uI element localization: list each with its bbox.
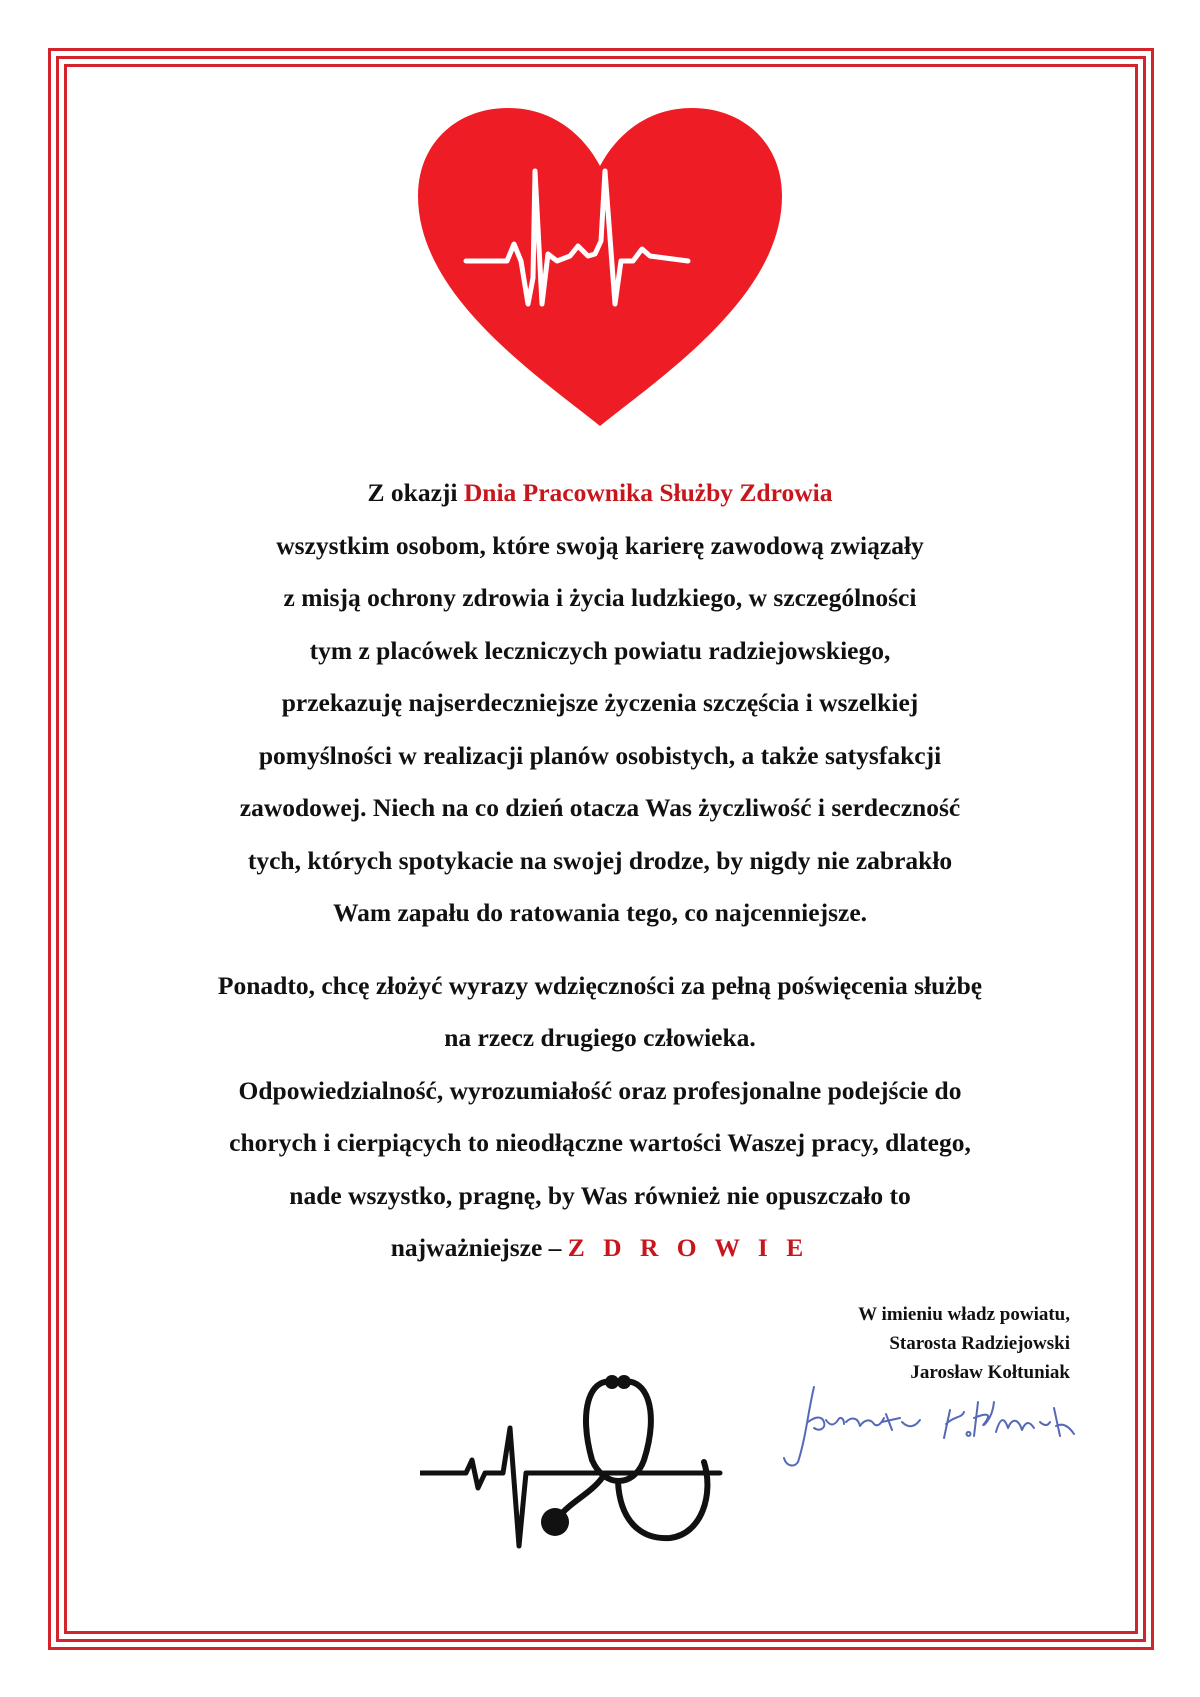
greeting-line-1: Z okazji Dnia Pracownika Służby Zdrowia xyxy=(367,478,833,507)
greeting-text xyxy=(120,467,1080,1275)
handwritten-signature xyxy=(778,1382,1078,1472)
paragraph-2-line: Ponadto, chcę złożyć wyrazy wdzięczności za pełną poświęcenia służbę xyxy=(217,970,983,1000)
final-line: najważniejsze – Z D R O W I E xyxy=(390,1233,810,1262)
paragraph-1-line: tym z placówek leczniczych powiatu radziejowskiego, xyxy=(309,635,891,665)
occasion-name: Dnia Pracownika Służby Zdrowia xyxy=(463,478,833,507)
stethoscope-chestpiece xyxy=(541,1508,569,1536)
paragraph-2-line: Odpowiedzialność, wyrozumiałość oraz profesjonalne podejście do xyxy=(238,1075,962,1105)
zdrowie-word: Z D R O W I E xyxy=(567,1233,810,1262)
heart-shape xyxy=(418,108,782,426)
stethoscope-earpiece-left xyxy=(605,1375,619,1389)
paragraph-1-line: pomyślności w realizacji planów osobistych, a także satysfakcji xyxy=(258,740,942,770)
paragraph-gap xyxy=(120,940,1080,960)
paragraph-2-line: chorych i cierpiących to nieodłączne wartości Waszej pracy, dlatego, xyxy=(229,1128,971,1157)
signature-line-2: Starosta Radziejowski xyxy=(889,1333,1070,1354)
signature-line-3: Jarosław Kołtuniak xyxy=(910,1362,1070,1383)
signature-block xyxy=(858,1300,1070,1387)
signature-line-1: W imieniu władz powiatu, xyxy=(858,1304,1070,1325)
paragraph-1-line: przekazuję najserdeczniejsze życzenia szczęścia i wszelkiej xyxy=(281,688,919,717)
heart-ekg-icon xyxy=(418,108,782,426)
paragraph-1-line: wszystkim osobom, które swoją karierę zawodową związały xyxy=(276,530,924,560)
stethoscope-ekg-line xyxy=(420,1428,720,1546)
stethoscope-earpiece-right xyxy=(617,1375,631,1389)
paragraph-1-line: tych, których spotykacie na swojej drodze, by nigdy nie zabrakło xyxy=(247,845,953,875)
paragraph-2-line: na rzecz drugiego człowieka. xyxy=(444,1023,756,1052)
stethoscope-ekg-icon xyxy=(420,1370,770,1590)
paragraph-2-line: nade wszystko, pragnę, by Was również nie opuszczało to xyxy=(289,1180,911,1210)
paragraph-1-line: Wam zapału do ratowania tego, co najcenniejsze. xyxy=(332,898,868,927)
stethoscope-tube xyxy=(586,1382,707,1538)
paragraph-1-line: zawodowej. Niech na co dzień otacza Was życzliwość i serdeczność xyxy=(239,793,961,822)
paragraph-1-line: z misją ochrony zdrowia i życia ludzkiego, w szczególności xyxy=(283,583,917,612)
